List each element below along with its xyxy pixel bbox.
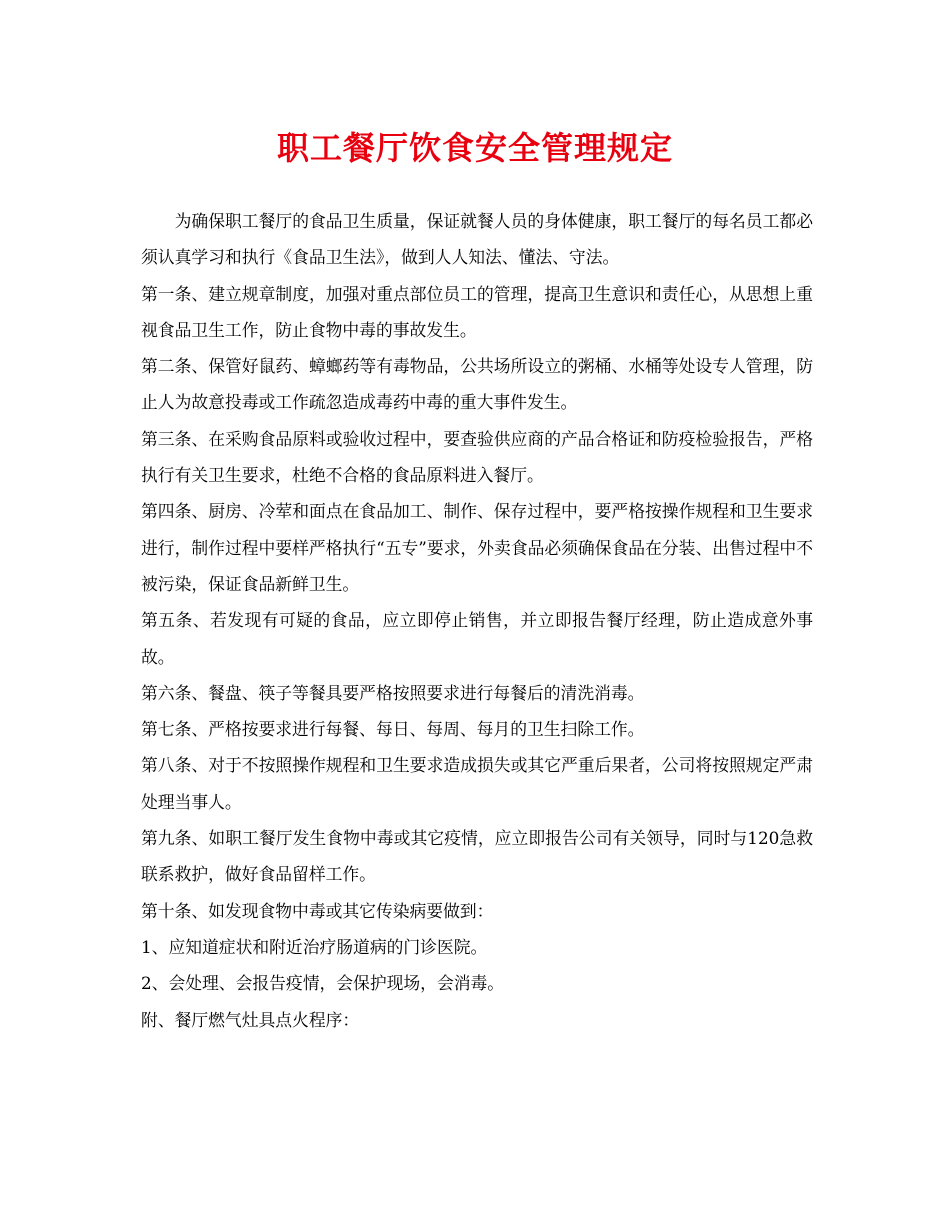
article-7-paragraph: 第七条、严格按要求进行每餐、每日、每周、每月的卫生扫除工作。: [141, 719, 645, 740]
list-item-2: 2、会处理、会报告疫情，会保护现场，会消毒。: [141, 973, 505, 994]
appendix-heading: 附、餐厅燃气灶具点火程序：: [141, 1009, 360, 1030]
article-2-paragraph: 第二条、保管好鼠药、蟑螂药等有毒物品，公共场所设立的粥桶、水桶等处设专人管理，防止人为故意投毒或工作疏忽造成毒药中毒的重大事件发生。: [141, 356, 813, 413]
article-5-paragraph: 第五条、若发现有可疑的食品，应立即停止销售，并立即报告餐厅经理，防止造成意外事故。: [141, 610, 813, 667]
document-title: 职工餐厅饮食安全管理规定: [276, 129, 673, 167]
article-3-paragraph: 第三条、在采购食品原料或验收过程中，要查验供应商的产品合格证和防疫检验报告，严格执行有关卫生要求，杜绝不合格的食品原料进入餐厅。: [141, 428, 813, 486]
list-item-1: 1、应知道症状和附近治疗肠道病的门诊医院。: [141, 936, 488, 957]
intro-paragraph: 为确保职工餐厅的食品卫生质量，保证就餐人员的身体健康，职工餐厅的每名员工都必须认真学习和执行《食品卫生法》，做到人人知法、懂法、守法。: [141, 211, 813, 268]
article-8-paragraph: 第八条、对于不按照操作规程和卫生要求造成损失或其它严重后果者，公司将按照规定严肃处理当事人。: [141, 755, 813, 812]
article-4-paragraph: 第四条、厨房、冷荤和面点在食品加工、制作、保存过程中，要严格按操作规程和卫生要求进行，制作过程中要样严格执行“五专”要求，外卖食品必须确保食品在分装、出售过程中不被污染，保证食品新鲜卫生。: [141, 501, 813, 594]
document-body: [141, 203, 813, 1038]
article-10-paragraph: 第十条、如发现食物中毒或其它传染病要做到：: [141, 900, 494, 921]
article-6-paragraph: 第六条、餐盘、筷子等餐具要严格按照要求进行每餐后的清洗消毒。: [141, 682, 645, 703]
article-1-paragraph: 第一条、建立规章制度，加强对重点部位员工的管理，提高卫生意识和责任心，从思想上重视食品卫生工作，防止食物中毒的事故发生。: [141, 283, 813, 340]
article-9-paragraph: 第九条、如职工餐厅发生食物中毒或其它疫情，应立即报告公司有关领导，同时与120急救联系救护，做好食品留样工作。: [141, 828, 813, 885]
